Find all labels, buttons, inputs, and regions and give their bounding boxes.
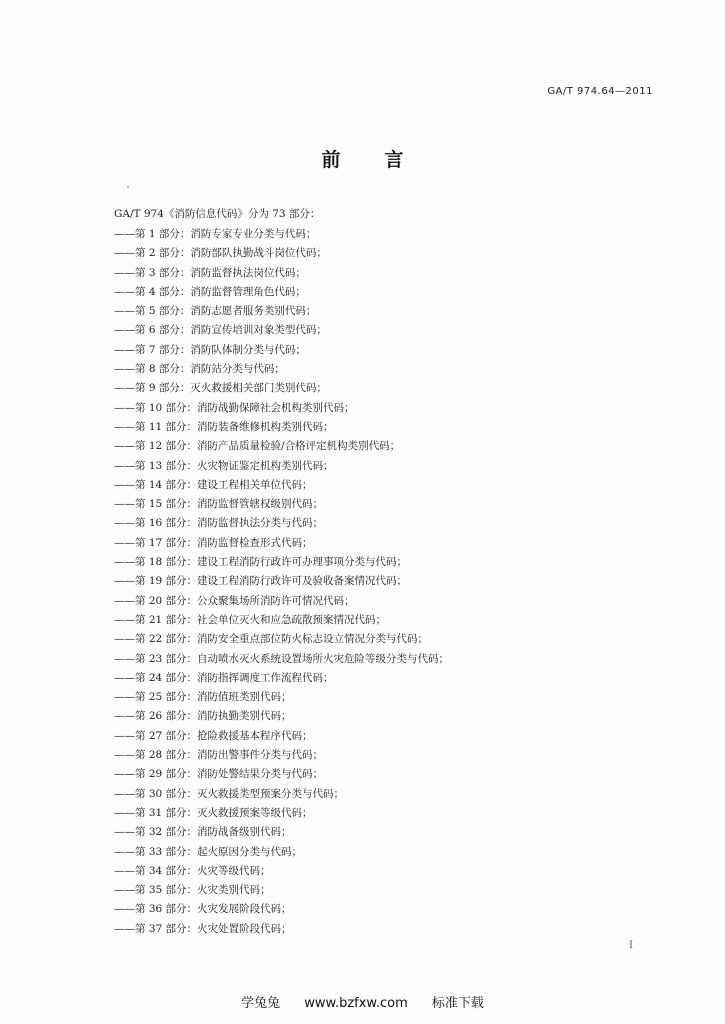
list-item: ——第 12 部分：消防产品质量检验/合格评定机构类别代码； (114, 440, 401, 453)
list-item: ——第 31 部分：灭火救援预案等级代码； (114, 806, 313, 819)
list-item: ——第 32 部分：消防战备级别代码； (114, 826, 292, 839)
parts-list (114, 225, 449, 939)
standard-number: GA/T 974.64—2011 (547, 86, 653, 97)
footer-site-name: 学兔兔 (241, 996, 281, 1011)
scan-dot (127, 186, 129, 188)
page-number: I (629, 940, 633, 951)
list-item: ——第 24 部分：消防指挥调度工作流程代码； (114, 671, 334, 684)
list-item: ——第 6 部分：消防宣传培训对象类型代码； (114, 324, 327, 337)
footer-url[interactable]: www.bzfxw.com (304, 996, 408, 1011)
list-item: ——第 20 部分：公众聚集场所消防许可情况代码； (114, 594, 355, 607)
list-item: ——第 21 部分：社会单位灭火和应急疏散预案情况代码； (114, 613, 387, 626)
list-item: ——第 15 部分：消防监督管辖权级别代码； (114, 498, 324, 511)
list-item: ——第 27 部分：抢险救援基本程序代码； (114, 729, 313, 742)
page-title: 前言 (321, 149, 448, 171)
footer-watermark (0, 992, 725, 1011)
list-item: ——第 3 部分：消防监督执法岗位代码； (114, 266, 306, 279)
list-item: ——第 18 部分：建设工程消防行政许可办理事项分类与代码； (114, 556, 408, 569)
list-item: ——第 13 部分：火灾物证鉴定机构类别代码； (114, 459, 334, 472)
list-item: ——第 9 部分：灭火救援相关部门类别代码； (114, 382, 327, 395)
list-item: ——第 7 部分：消防队体制分类与代码； (114, 343, 306, 356)
list-item: ——第 10 部分：消防战勤保障社会机构类别代码； (114, 401, 355, 414)
list-item: ——第 16 部分：消防监督执法分类与代码； (114, 517, 324, 530)
list-item: ——第 14 部分：建设工程相关单位代码； (114, 478, 313, 491)
list-item: ——第 25 部分：消防值班类别代码； (114, 691, 292, 704)
list-item: ——第 33 部分：起火原因分类与代码； (114, 845, 303, 858)
list-item: ——第 26 部分：消防执勤类别代码； (114, 710, 292, 723)
list-item: ——第 5 部分：消防志愿者服务类别代码； (114, 305, 317, 318)
list-item: ——第 30 部分：灭火救援类型预案分类与代码； (114, 787, 345, 800)
list-item: ——第 34 部分：火灾等级代码； (114, 864, 271, 877)
list-item: ——第 28 部分：消防出警事件分类与代码； (114, 749, 324, 762)
list-item: ——第 29 部分：消防处警结果分类与代码； (114, 768, 324, 781)
list-item: ——第 17 部分：消防监督检查形式代码； (114, 536, 313, 549)
list-item: ——第 8 部分：消防站分类与代码； (114, 363, 285, 376)
list-item: ——第 37 部分：火灾处置阶段代码； (114, 922, 292, 935)
list-item: ——第 4 部分：消防监督管理角色代码； (114, 285, 306, 298)
intro-paragraph: GA/T 974《消防信息代码》分为 73 部分： (114, 208, 321, 220)
list-item: ——第 2 部分：消防部队执勤战斗岗位代码； (114, 247, 327, 260)
list-item: ——第 1 部分：消防专家专业分类与代码； (114, 228, 317, 240)
list-item: ——第 22 部分：消防安全重点部位防火标志设立情况分类与代码； (114, 633, 429, 646)
list-item: ——第 35 部分：火灾类别代码； (114, 884, 271, 897)
footer-tagline: 标准下载 (431, 996, 484, 1011)
list-item: ——第 19 部分：建设工程消防行政许可及验收备案情况代码； (114, 575, 408, 588)
list-item: ——第 11 部分：消防装备维修机构类别代码； (114, 420, 334, 433)
list-item: ——第 23 部分：自动喷水灭火系统设置场所火灾危险等级分类与代码； (114, 652, 450, 665)
list-item: ——第 36 部分：火灾发展阶段代码； (114, 903, 292, 916)
